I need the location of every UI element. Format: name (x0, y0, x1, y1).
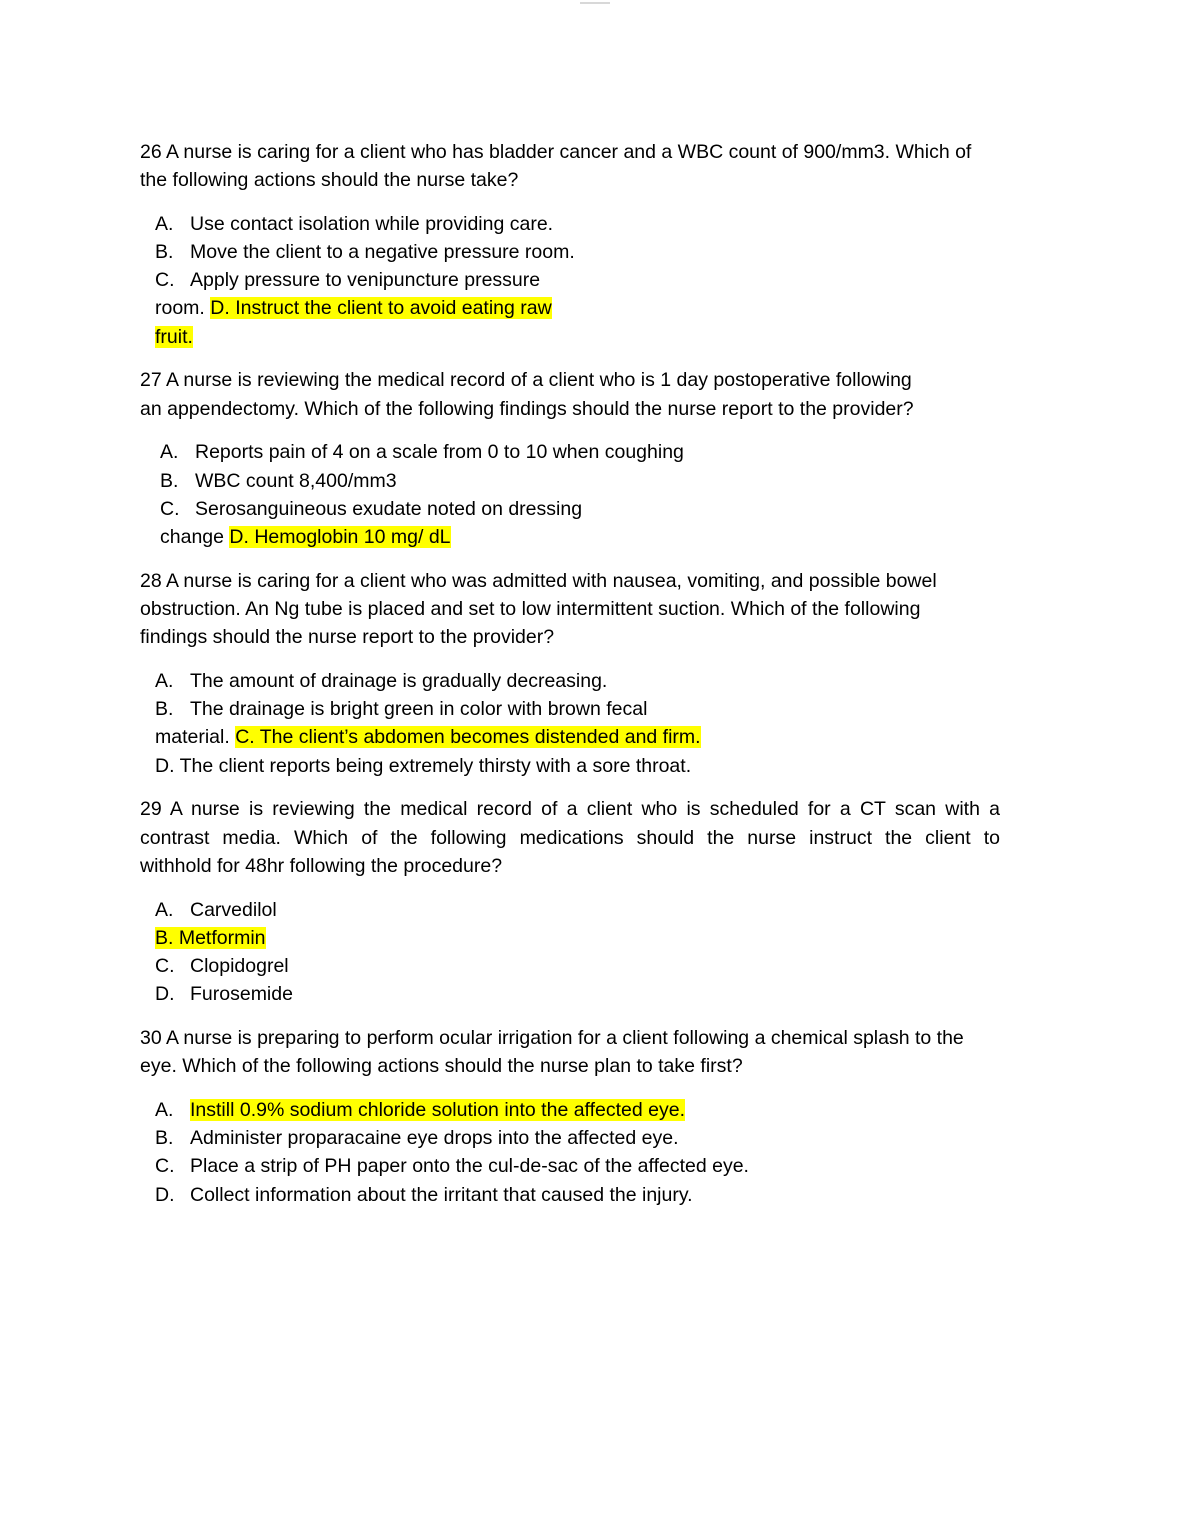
option-letter: D. (155, 1184, 175, 1206)
q28-stem-line-1: 28 A nurse is caring for a client who was admitted with nausea, vomiting, and possible bowel (140, 570, 937, 592)
q29-option-b (155, 924, 266, 952)
q30-option-b (155, 1124, 679, 1152)
q29-option-b-highlighted: B. Metformin (155, 927, 266, 949)
q28-option-a (155, 667, 607, 695)
q27-stem-line-2: an appendectomy. Which of the following findings should the nurse report to the provider? (140, 398, 914, 420)
option-letter: D. (155, 983, 175, 1005)
header-mark (580, 2, 610, 4)
option-letter: B. (155, 1127, 174, 1149)
option-letter: C. (155, 269, 175, 291)
q29-option-a (155, 896, 277, 924)
option-letter: A. (155, 213, 174, 235)
option-text: WBC count 8,400/mm3 (195, 470, 397, 492)
q26-option-c-continued (155, 294, 552, 322)
option-text: Administer proparacaine eye drops into the affected eye. (190, 1127, 679, 1149)
q30-option-c (155, 1152, 749, 1180)
option-text-continued: material. (155, 726, 230, 748)
q26-stem-line-2: the following actions should the nurse take? (140, 169, 519, 191)
q27-option-a (160, 438, 684, 466)
q26-option-d-continued (155, 323, 193, 351)
q29-option-d (155, 980, 293, 1008)
option-letter: A. (160, 441, 179, 463)
option-text: Use contact isolation while providing care. (190, 213, 554, 235)
q30-stem-line-1: 30 A nurse is preparing to perform ocular irrigation for a client following a chemical splash to the (140, 1027, 964, 1049)
q26-option-a (155, 210, 553, 238)
q28-option-d: D. The client reports being extremely thirsty with a sore throat. (155, 755, 692, 777)
option-letter: A. (155, 899, 174, 921)
option-text: The amount of drainage is gradually decreasing. (190, 670, 608, 692)
option-text: Place a strip of PH paper onto the cul-de-sac of the affected eye. (190, 1155, 749, 1177)
q26-option-d-highlighted-cont: fruit. (155, 326, 193, 348)
q27-option-c (160, 495, 582, 523)
option-text: Reports pain of 4 on a scale from 0 to 10 when coughing (195, 441, 684, 463)
option-letter: C. (155, 955, 175, 977)
option-text-continued: change (160, 526, 224, 548)
q28-stem-line-2: obstruction. An Ng tube is placed and set to low intermittent suction. Which of the following (140, 598, 921, 620)
option-letter: C. (155, 1155, 175, 1177)
option-letter: C. (160, 498, 180, 520)
q28-stem-line-3: findings should the nurse report to the provider? (140, 626, 555, 648)
option-letter: A. (155, 670, 174, 692)
option-text: Move the client to a negative pressure room. (190, 241, 575, 263)
option-text-continued: room. (155, 297, 205, 319)
option-text: Apply pressure to venipuncture pressure (190, 269, 541, 291)
option-text: Furosemide (190, 983, 293, 1005)
option-text: Serosanguineous exudate noted on dressing (195, 498, 583, 520)
q30-option-d (155, 1181, 693, 1209)
q27-stem-line-1: 27 A nurse is reviewing the medical record of a client who is 1 day postoperative following (140, 369, 912, 391)
q27-option-d-highlighted: D. Hemoglobin 10 mg/ dL (229, 526, 451, 548)
q29-stem-line-2: contrast media. Which of the following medications should the nurse instruct the client to (140, 827, 1000, 849)
q26-option-b (155, 238, 575, 266)
q26-stem-line-1: 26 A nurse is caring for a client who has bladder cancer and a WBC count of 900/mm3. Which of (140, 141, 972, 163)
q29-stem-line-1: 29 A nurse is reviewing the medical record of a client who is scheduled for a CT scan with a (140, 798, 1000, 820)
q29-option-c (155, 952, 289, 980)
option-text: Carvedilol (190, 899, 277, 921)
q30-stem-line-2: eye. Which of the following actions should the nurse plan to take first? (140, 1055, 743, 1077)
q26-option-c (155, 266, 540, 294)
q27-option-c-continued (160, 523, 451, 551)
q30-option-a (155, 1096, 685, 1124)
q30-option-a-highlighted: Instill 0.9% sodium chloride solution into the affected eye. (190, 1099, 686, 1121)
option-letter: B. (160, 470, 179, 492)
q28-option-c-highlighted: C. The client’s abdomen becomes distended and firm. (235, 726, 701, 748)
option-letter: B. (155, 698, 174, 720)
option-letter: B. (155, 241, 174, 263)
q28-option-b-continued (155, 723, 701, 751)
option-text: Collect information about the irritant that caused the injury. (190, 1184, 693, 1206)
option-letter: A. (155, 1099, 174, 1121)
q29-stem-line-3: withhold for 48hr following the procedure? (140, 855, 503, 877)
q27-option-b (160, 467, 397, 495)
q26-option-d-highlighted: D. Instruct the client to avoid eating raw (210, 297, 552, 319)
q28-option-b (155, 695, 647, 723)
option-text: Clopidogrel (190, 955, 289, 977)
option-text: The drainage is bright green in color with brown fecal (190, 698, 648, 720)
